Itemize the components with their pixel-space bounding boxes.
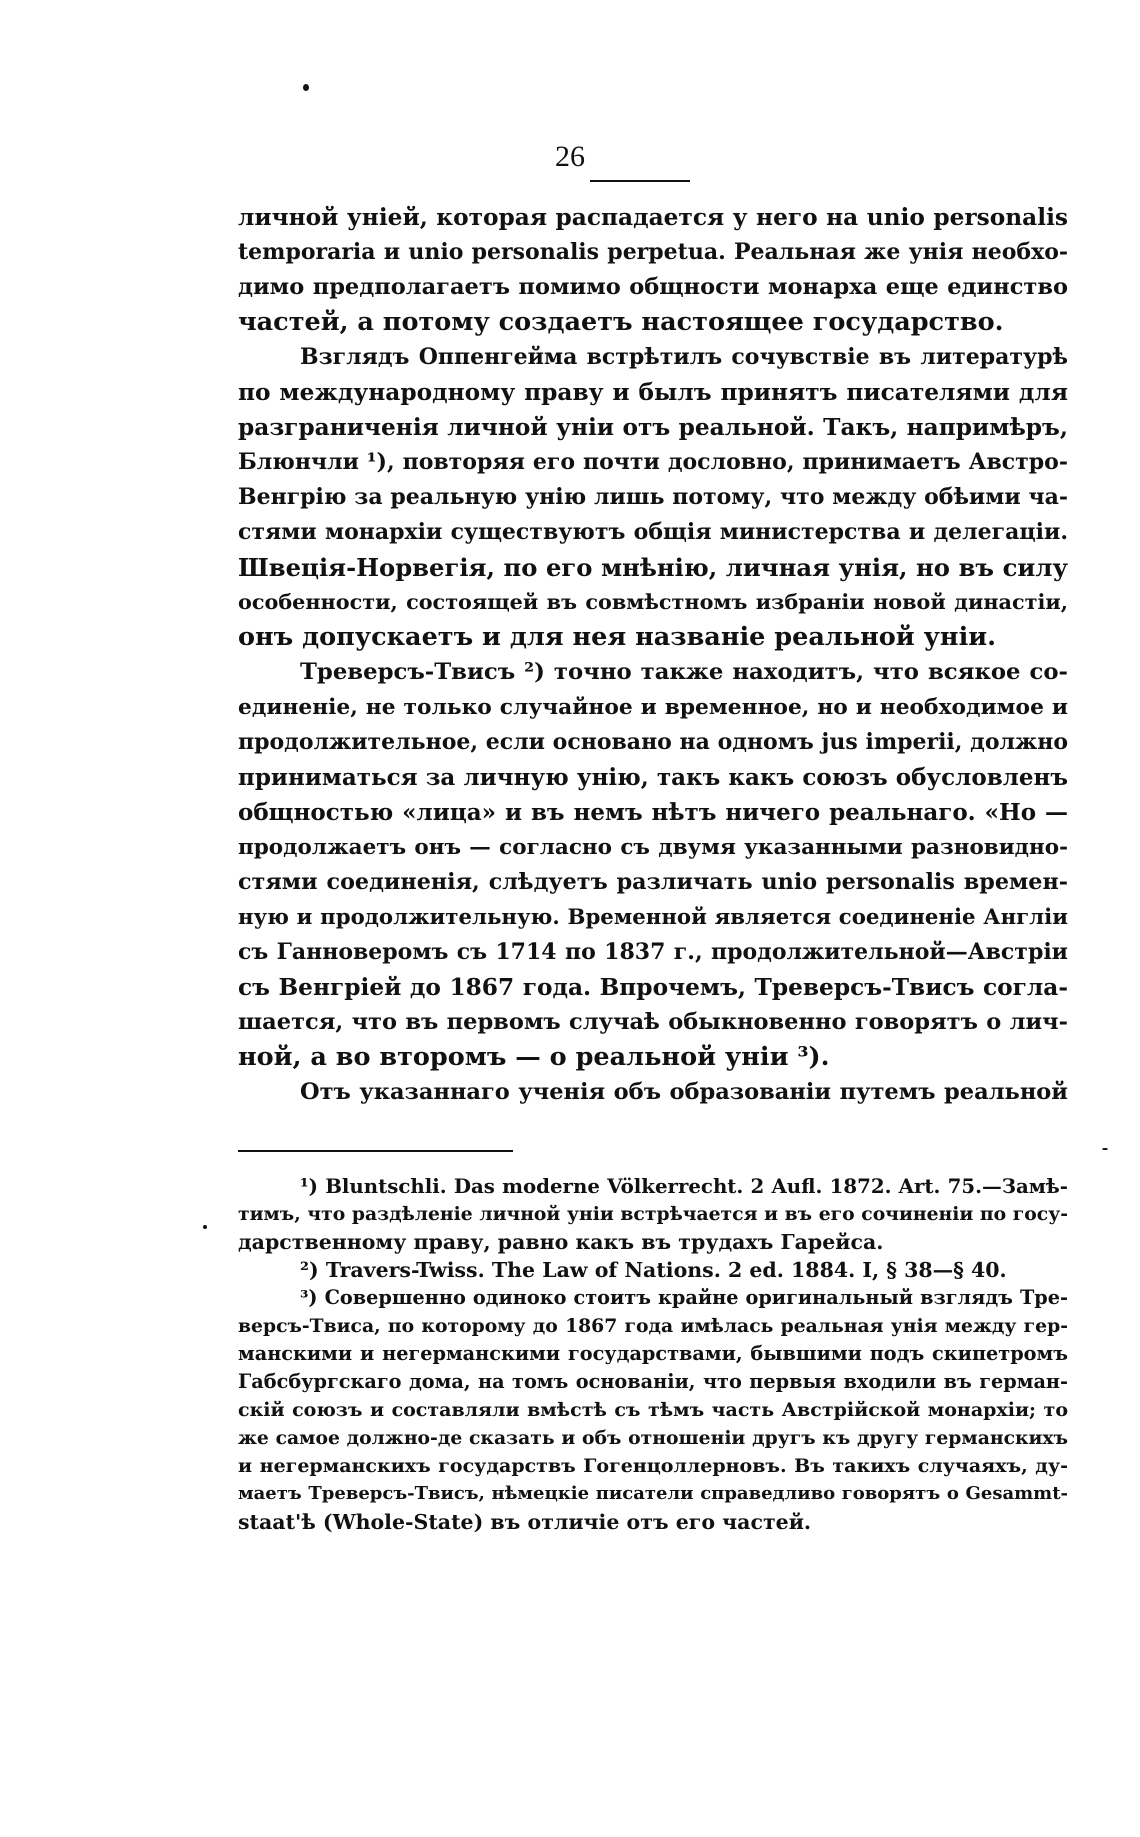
- text-line: съ Венгріей до 1867 года. Впрочемъ, Треверсъ-Твисъ согла-: [238, 974, 1068, 1001]
- text-line: Венгрію за реальную унію лишь потому, что между обѣими ча-: [238, 484, 1068, 510]
- text-line: Треверсъ-Твисъ ²) точно также находитъ, что всякое со-: [300, 659, 1068, 685]
- text-line: приниматься за личную унію, такъ какъ союзъ обусловленъ: [238, 764, 1068, 791]
- text-line: Взглядъ Оппенгейма встрѣтилъ сочувствіе въ литературѣ: [300, 344, 1068, 370]
- text-line: стями монархіи существуютъ общія министерства и делегаціи.: [238, 519, 1068, 545]
- text-line: онъ допускаетъ и для нея названіе реальной уніи.: [238, 622, 997, 652]
- ink-speck: [303, 84, 309, 91]
- footnote-line: дарственному праву, равно какъ въ трудахъ Гарейса.: [238, 1230, 884, 1254]
- footnote-line: же самое должно-де сказать и объ отношеніи другъ къ другу германскихъ: [238, 1427, 1068, 1449]
- footnote-line: ¹) Bluntschli. Das moderne Völkerrecht. 2 Aufl. 1872. Art. 75.—Замѣ-: [300, 1174, 1068, 1198]
- page-number-underline: [590, 180, 690, 182]
- footnote-line: манскими и негерманскими государствами, бывшими подъ скипетромъ: [238, 1342, 1068, 1365]
- footnote-line: и негерманскихъ государствъ Гогенцоллерновъ. Въ такихъ случаяхъ, ду-: [238, 1455, 1068, 1477]
- footnote-line: тимъ, что раздѣленіе личной уніи встрѣчается и въ его сочиненіи по госу-: [238, 1203, 1068, 1225]
- text-line: ную и продолжительную. Временной является соединеніе Англіи: [238, 905, 1068, 930]
- text-line: разграниченія личной уніи отъ реальной. Такъ, напримѣръ,: [238, 414, 1068, 441]
- text-line: Швеція-Норвегія, по его мнѣнію, личная унія, но въ силу: [238, 553, 1068, 582]
- text-line: съ Ганноверомъ съ 1714 по 1837 г., продолжительной—Австріи: [238, 939, 1068, 965]
- text-line: Блюнчли ¹), повторяя его почти дословно, принимаетъ Австро-: [238, 449, 1068, 475]
- text-line: продолжаетъ онъ — согласно съ двумя указанными разновидно-: [238, 835, 1068, 860]
- footnote-line: staat'ѣ (Whole-State) въ отличіе отъ его частей.: [238, 1510, 812, 1534]
- ink-speck: [203, 1225, 207, 1229]
- footnote-line: маетъ Треверсъ-Твисъ, нѣмецкіе писатели справедливо говорятъ о Gesammt-: [238, 1483, 1068, 1504]
- text-line: общностью «лица» и въ немъ нѣтъ ничего реальнаго. «Но —: [238, 799, 1068, 826]
- text-line: единеніе, не только случайное и временное, но и необходимое и: [238, 695, 1068, 720]
- footnote-line: Габсбургскаго дома, на томъ основаніи, что первыя входили въ герман-: [238, 1370, 1068, 1393]
- footnote-line: версъ-Твиса, по которому до 1867 года имѣлась реальная унія между гер-: [238, 1315, 1068, 1337]
- text-line: димо предполагаетъ помимо общности монарха еще единство: [238, 274, 1068, 300]
- text-line: личной уніей, которая распадается у него на unio personalis: [238, 204, 1068, 231]
- body-text: [238, 200, 1068, 1110]
- page-number: 26: [555, 140, 585, 173]
- text-line: стями соединенія, слѣдуетъ различать unio personalis времен-: [238, 869, 1068, 895]
- footnote-separator: [238, 1150, 513, 1152]
- text-line: продолжительное, если основано на одномъ jus imperii, должно: [238, 729, 1068, 755]
- footnote-line: ³) Совершенно одиноко стоитъ крайне оригинальный взглядъ Тре-: [300, 1286, 1068, 1309]
- text-line: особенности, состоящей въ совмѣстномъ избраніи новой династіи,: [238, 590, 1068, 614]
- text-line: частей, а потому создаетъ настоящее государство.: [238, 307, 1004, 337]
- footnote-line: ²) Travers-Twiss. The Law of Nations. 2 ed. 1884. I, § 38—§ 40.: [300, 1258, 1007, 1282]
- text-line: по международному праву и былъ принятъ писателями для: [238, 379, 1068, 406]
- footnotes: [238, 1172, 1068, 1536]
- text-line: Отъ указаннаго ученія объ образованіи путемъ реальной: [300, 1079, 1068, 1105]
- text-line: ной, а во второмъ — о реальной уніи ³).: [238, 1042, 830, 1072]
- text-line: шается, что въ первомъ случаѣ обыкновенно говорятъ о лич-: [238, 1009, 1068, 1035]
- ink-speck: [1102, 1148, 1108, 1150]
- text-line: temporaria и unio personalis perpetua. Реальная же унія необхо-: [238, 239, 1068, 265]
- footnote-line: скій союзъ и составляли вмѣстѣ съ тѣмъ часть Австрійской монархіи; то: [238, 1399, 1068, 1421]
